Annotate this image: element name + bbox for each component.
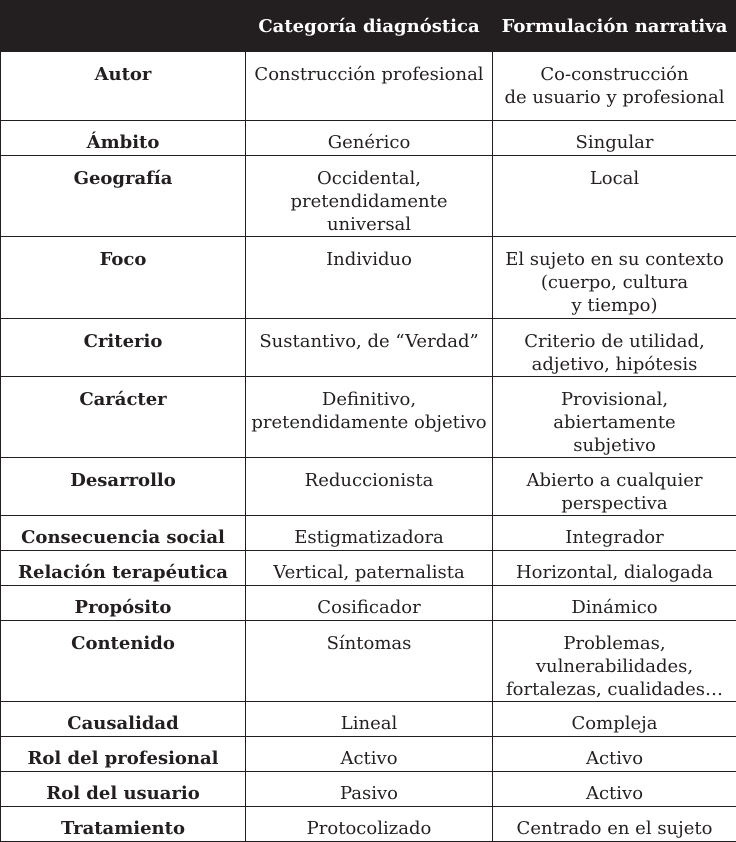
table-row [1,156,736,237]
row-label-cell: Contenido [1,621,246,702]
narrative-formulation-cell: El sujeto en su contexto (cuerpo, cultura y tiempo) [493,237,736,319]
table-row [1,458,736,516]
table-row [1,772,736,807]
diagnostic-category-cell: Sustantivo, de “Verdad” [246,319,493,377]
table-row [1,319,736,377]
table-header-row [1,1,736,52]
narrative-formulation-cell: Integrador [493,516,736,551]
row-label-cell: Rol del profesional [1,737,246,772]
diagnostic-category-cell: Protocolizado [246,807,493,842]
row-label-cell: Geografía [1,156,246,237]
table-row [1,52,736,121]
header-diagnostic-category: Categoría diagnóstica [246,1,493,52]
narrative-formulation-cell: Activo [493,772,736,807]
row-label-cell: Carácter [1,377,246,458]
diagnostic-category-cell: Occidental, pretendidamente universal [246,156,493,237]
narrative-formulation-cell: Co-construcción de usuario y profesional [493,52,736,121]
header-narrative-formulation: Formulación narrativa [493,1,736,52]
diagnostic-category-cell: Síntomas [246,621,493,702]
narrative-formulation-cell: Provisional, abiertamente subjetivo [493,377,736,458]
narrative-formulation-cell: Centrado en el sujeto [493,807,736,842]
row-label-cell: Relación terapéutica [1,551,246,586]
table-row [1,237,736,319]
row-label-cell: Propósito [1,586,246,621]
row-label-cell: Desarrollo [1,458,246,516]
diagnostic-category-cell: Individuo [246,237,493,319]
table-row [1,121,736,156]
narrative-formulation-cell: Problemas, vulnerabilidades, fortalezas, cualidades… [493,621,736,702]
diagnostic-category-cell: Lineal [246,702,493,737]
narrative-formulation-cell: Activo [493,737,736,772]
narrative-formulation-cell: Compleja [493,702,736,737]
row-label-cell: Tratamiento [1,807,246,842]
narrative-formulation-cell: Singular [493,121,736,156]
row-label-cell: Foco [1,237,246,319]
diagnostic-category-cell: Vertical, paternalista [246,551,493,586]
row-label-cell: Criterio [1,319,246,377]
table-row [1,807,736,842]
header-empty-cell [1,1,246,52]
diagnostic-category-cell: Estigmatizadora [246,516,493,551]
row-label-cell: Autor [1,52,246,121]
diagnostic-category-cell: Reduccionista [246,458,493,516]
table-row [1,737,736,772]
diagnostic-category-cell: Genérico [246,121,493,156]
row-label-cell: Causalidad [1,702,246,737]
narrative-formulation-cell: Local [493,156,736,237]
table-row [1,551,736,586]
diagnostic-category-cell: Construcción profesional [246,52,493,121]
diagnostic-category-cell: Definitivo, pretendidamente objetivo [246,377,493,458]
narrative-formulation-cell: Abierto a cualquier perspectiva [493,458,736,516]
diagnostic-category-cell: Pasivo [246,772,493,807]
diagnostic-category-cell: Cosificador [246,586,493,621]
table-row [1,702,736,737]
narrative-formulation-cell: Dinámico [493,586,736,621]
diagnostic-category-cell: Activo [246,737,493,772]
table-row [1,586,736,621]
table-row [1,621,736,702]
narrative-formulation-cell: Horizontal, dialogada [493,551,736,586]
row-label-cell: Rol del usuario [1,772,246,807]
narrative-formulation-cell: Criterio de utilidad, adjetivo, hipótesis [493,319,736,377]
row-label-cell: Consecuencia social [1,516,246,551]
row-label-cell: Ámbito [1,121,246,156]
table-row [1,516,736,551]
table-row [1,377,736,458]
table-body [1,52,736,842]
